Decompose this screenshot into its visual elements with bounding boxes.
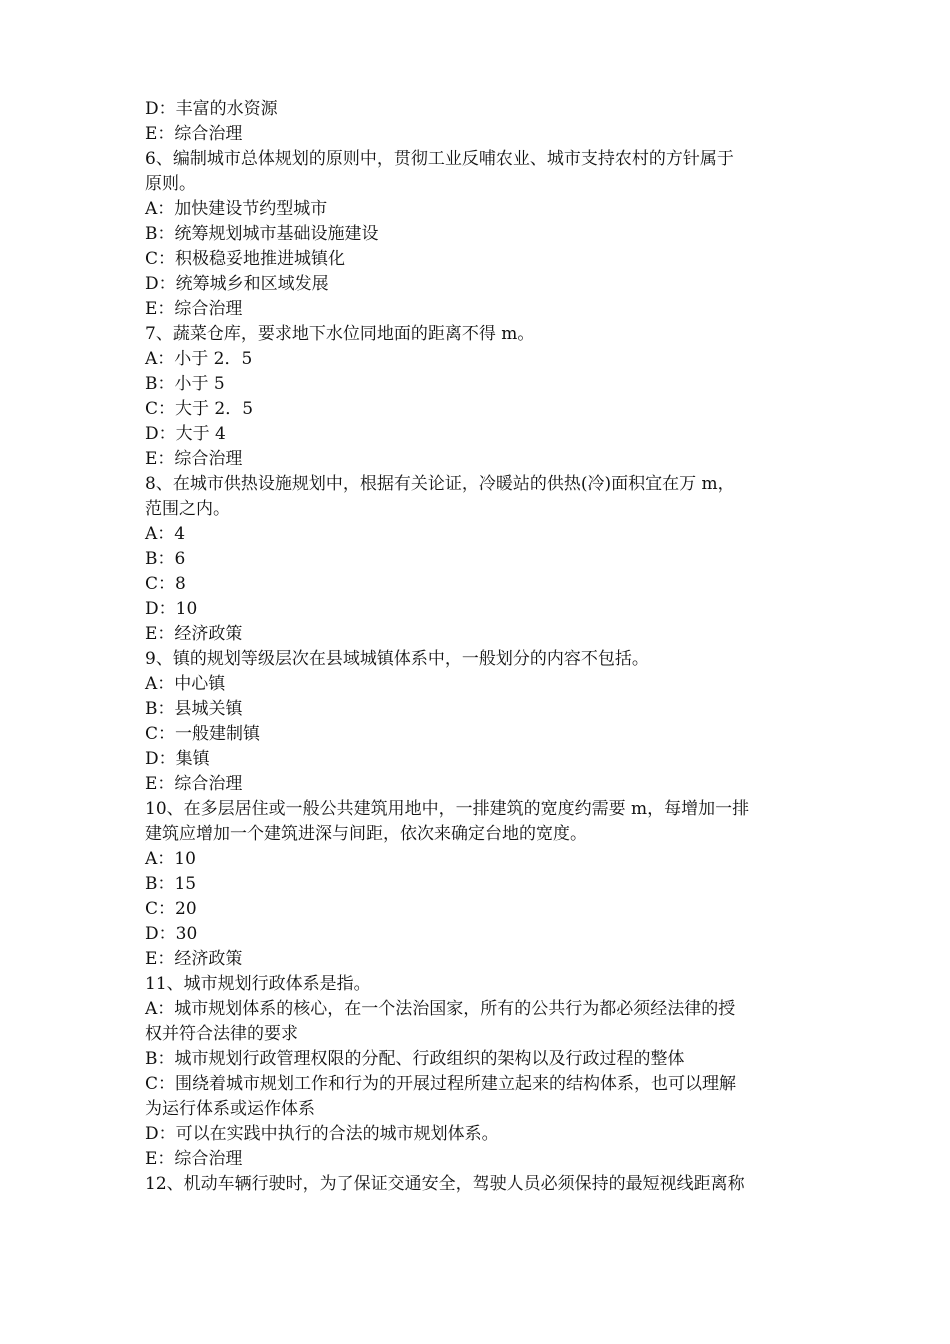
option-line-cont: 权并符合法律的要求 (145, 1024, 298, 1044)
option-line: C：20 (145, 899, 197, 919)
option-line: A：4 (145, 524, 186, 544)
option-line: A：中心镇 (145, 674, 226, 694)
text-line: E：综合治理 (145, 124, 243, 144)
option-line: E：综合治理 (145, 299, 243, 319)
question-7-stem: 7、蔬菜仓库，要求地下水位同地面的距离不得 m。 (145, 324, 535, 344)
option-line: D：统筹城乡和区域发展 (145, 274, 329, 294)
option-line: C：大于 2．5 (145, 399, 254, 419)
option-line: D：10 (145, 599, 198, 619)
question-8-stem: 8、在城市供热设施规划中，根据有关论证，冷暖站的供热(冷)面积宜在万 m， (145, 474, 735, 494)
option-line: B：6 (145, 549, 186, 569)
document-page (145, 97, 815, 1197)
option-line: B：统筹规划城市基础设施建设 (145, 224, 379, 244)
option-line: D：可以在实践中执行的合法的城市规划体系。 (145, 1124, 499, 1144)
option-line: A：10 (145, 849, 196, 869)
question-10-stem-cont: 建筑应增加一个建筑进深与间距，依次来确定台地的宽度。 (145, 824, 587, 844)
option-line: C：一般建制镇 (145, 724, 261, 744)
option-line: A：小于 2．5 (145, 349, 253, 369)
option-line-cont: 为运行体系或运作体系 (145, 1099, 315, 1119)
question-9-stem: 9、镇的规划等级层次在县域城镇体系中，一般划分的内容不包括。 (145, 649, 649, 669)
option-line: B：小于 5 (145, 374, 225, 394)
question-11-stem: 11、城市规划行政体系是指。 (145, 974, 371, 994)
option-line: D：集镇 (145, 749, 210, 769)
question-12-stem: 12、机动车辆行驶时，为了保证交通安全，驾驶人员必须保持的最短视线距离称 (145, 1174, 745, 1194)
option-line: B：县城关镇 (145, 699, 243, 719)
option-line: D：30 (145, 924, 198, 944)
option-line: E：综合治理 (145, 774, 243, 794)
option-line: E：经济政策 (145, 624, 243, 644)
option-line: B：15 (145, 874, 197, 894)
question-8-stem-cont: 范围之内。 (145, 499, 230, 519)
option-line: E：综合治理 (145, 449, 243, 469)
question-10-stem: 10、在多层居住或一般公共建筑用地中，一排建筑的宽度约需要 m，每增加一排 (145, 799, 750, 819)
option-line: A：城市规划体系的核心，在一个法治国家，所有的公共行为都必须经法律的授 (145, 999, 736, 1019)
option-line: E：经济政策 (145, 949, 243, 969)
option-line: C：8 (145, 574, 186, 594)
option-line: D：大于 4 (145, 424, 226, 444)
option-line: E：综合治理 (145, 1149, 243, 1169)
question-6-stem-cont: 原则。 (145, 174, 196, 194)
option-line: C：积极稳妥地推进城镇化 (145, 249, 346, 269)
option-line: C：围绕着城市规划工作和行为的开展过程所建立起来的结构体系，也可以理解 (145, 1074, 737, 1094)
question-6-stem: 6、编制城市总体规划的原则中，贯彻工业反哺农业、城市支持农村的方针属于 (145, 149, 734, 169)
text-line: D：丰富的水资源 (145, 99, 278, 119)
option-line: A：加快建设节约型城市 (145, 199, 328, 219)
option-line: B：城市规划行政管理权限的分配、行政组织的架构以及行政过程的整体 (145, 1049, 685, 1069)
